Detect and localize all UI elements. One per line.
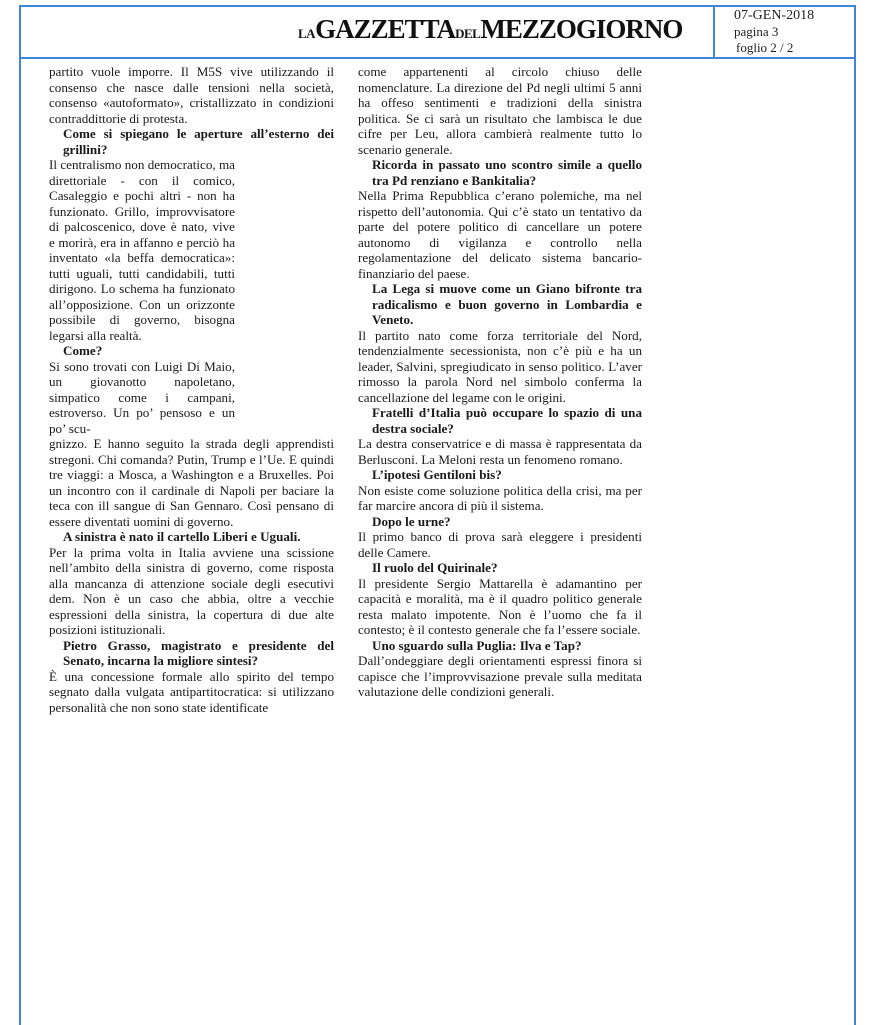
article-paragraph: come appartenenti al circolo chiuso delle nomenclature. La direzione del Pd negli ultimi 5 anni ha offeso sentimenti e tradizioni della sinistra politica. Se ci sarà un risultato che lambisca le due cifre per Leu, allora cambierà realmente tutto lo scenario generale.: [358, 64, 642, 157]
article-paragraph: partito vuole imporre. Il M5S vive utilizzando il consenso che nasce dalle tensioni nella società, consenso «autoformato», cristallizzato in condizioni contraddittorie di protesta.: [49, 64, 334, 126]
masthead-gazzetta: GAZZETTA: [315, 14, 456, 44]
interview-question: Uno sguardo sulla Puglia: Ilva e Tap?: [372, 637, 582, 653]
article-column-right: [358, 64, 642, 700]
interview-question: Dopo le urne?: [372, 513, 451, 529]
sheet-number: foglio 2 / 2: [736, 40, 794, 55]
article-paragraph: Dall’ondeggiare degli orientamenti espressi finora si capisce che l’improvvisazione prevale sulla meditata valutazione delle condizioni generali.: [358, 653, 642, 699]
article-paragraph: Non esiste come soluzione politica della crisi, ma per far marcire ancora di più il sistema.: [358, 482, 642, 513]
article-paragraph: Il primo banco di prova sarà eleggere i presidenti delle Camere.: [358, 529, 642, 560]
article-paragraph: gnizzo. E hanno seguito la strada degli apprendisti stregoni. Chi comanda? Putin, Trump e l’Ue. E quindi tre viaggi: a Mosca, a Washington e a Bruxelles. Poi un incontro con il cardinale di Napoli per baciare la teca con ill sangue di San Gennaro. Così pensano di essere diventati uomini di governo.: [49, 436, 334, 529]
interview-question: Come si spiegano le aperture all’esterno dei grillini?: [63, 126, 334, 157]
article-paragraph: La destra conservatrice e di massa è rappresentata da Berlusconi. La Meloni resta un fenomeno romano.: [358, 436, 642, 467]
interview-question: La Lega si muove come un Giano bifronte tra radicalismo e buon governo in Lombardia e Veneto.: [372, 281, 642, 327]
interview-question: Il ruolo del Quirinale?: [372, 560, 498, 575]
page-meta: [734, 8, 814, 56]
article-paragraph: Per la prima volta in Italia avviene una scissione nell’ambito della sinistra di governo, come risposta alla mancanza di attenzione sociale degli esecutivi dem. Non è un caso che abbia, oltre a vecchie espressioni della sinistra, la copertura di due alte posizioni istituzionali.: [49, 544, 334, 637]
article-paragraph: Si sono trovati con Luigi Di Maio, un giovanotto napoletano, simpatico come i campani, estroverso. Un po’ pensoso e un po’ scu-: [49, 358, 235, 436]
interview-question: Come?: [63, 343, 103, 358]
page-number: pagina 3: [734, 24, 779, 39]
article-paragraph: Il partito nato come forza territoriale del Nord, tendenzialmente secessionista, non c’è più e ha un leader, Salvini, spregiudicato in senso politico. L’aver rimosso la parola Nord nel simbolo conferma la cancellazione del legame con le origini.: [358, 327, 642, 405]
article-paragraph: Il centralismo non democratico, ma direttoriale - con il comico, Casaleggio e pochi altri - non ha funzionato. Grillo, improvvisatore di palcoscenico, dove è nato, vive e morirà, era in affanno e perciò ha inventato «la beffa democratica»: tutti uguali, tutti candidabili, tutti dirigono. Lo schema ha funzionato all’opposizione. Con un orizzonte possibile di governo, bisogna legarsi alla realtà.: [49, 157, 235, 343]
masthead-del: DEL: [455, 26, 481, 41]
article-paragraph: Nella Prima Repubblica c’erano polemiche, ma nel rispetto dell’autonomia. Qui c’è stato un tentativo da parte del potere politico di cancellare un potere autonomo di vigilanza e controllo nella regolamentazione del delicato sistema bancario-finanziario del paese.: [358, 188, 642, 281]
interview-question: Ricorda in passato uno scontro simile a quello tra Pd renziano e Bankitalia?: [372, 157, 642, 188]
article-paragraph: Il presidente Sergio Mattarella è adamantino per capacità e moralità, ma è il quadro politico generale resta malato impotente. Non è l’uomo che fa il contesto; è il contesto generale che fa l’essere sociale.: [358, 575, 642, 637]
header-divider: [19, 57, 856, 59]
masthead-la: LA: [298, 26, 316, 41]
article-column-left: [49, 64, 334, 715]
masthead-mezzogiorno: MEZZOGIORNO: [480, 14, 683, 44]
interview-question: A sinistra è nato il cartello Liberi e Uguali.: [63, 529, 301, 544]
publication-date: 07-GEN-2018: [734, 8, 815, 23]
article-paragraph: È una concessione formale allo spirito del tempo segnato dalla vulgata antipartitocratica: si utilizzano personalità che non sono state identificate: [49, 668, 334, 715]
newspaper-masthead: [298, 14, 683, 48]
interview-question: L’ipotesi Gentiloni bis?: [372, 467, 502, 482]
interview-question: Pietro Grasso, magistrato e presidente del Senato, incarna la migliore sintesi?: [63, 637, 334, 668]
meta-divider: [713, 5, 715, 59]
interview-question: Fratelli d’Italia può occupare lo spazio di una destra sociale?: [372, 405, 642, 436]
